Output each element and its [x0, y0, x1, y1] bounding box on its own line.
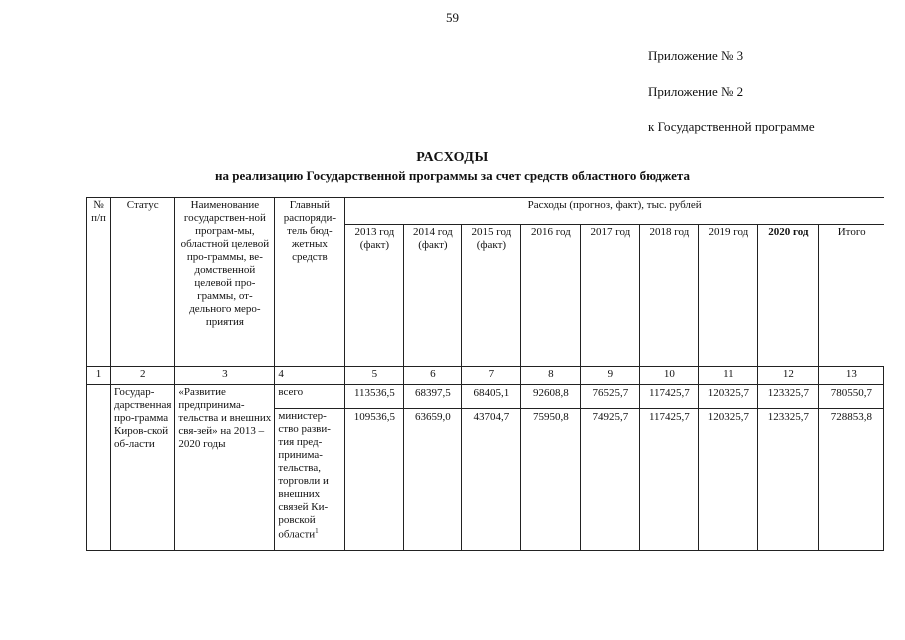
header-name: Наименование государствен-ной програм-мы, областной целевой про-граммы, ве-домственной целевой про-граммы, от-дельного меро-приятия	[175, 198, 275, 367]
program-name: «Развитие предпринима-тельства и внешних свя-зей» на 2013 – 2020 годы	[175, 385, 275, 551]
value-cell: 120325,7	[699, 385, 758, 409]
header-status: Статус	[111, 198, 175, 367]
header-total: Итого	[819, 225, 884, 367]
admin-ministry	[275, 409, 345, 551]
header-year-2018: 2018 год	[640, 225, 699, 367]
value-cell: 76525,7	[581, 385, 640, 409]
program-num	[87, 385, 111, 551]
value-cell: 75950,8	[521, 409, 581, 551]
value-cell: 123325,7	[758, 409, 819, 551]
header-year-2013: 2013 год (факт)	[345, 225, 404, 367]
column-number: 7	[462, 367, 521, 385]
header-year-2019: 2019 год	[699, 225, 758, 367]
column-number: 13	[819, 367, 884, 385]
value-cell: 113536,5	[345, 385, 404, 409]
header-year-2016: 2016 год	[521, 225, 581, 367]
column-numbers-row	[87, 367, 884, 385]
column-number: 2	[111, 367, 175, 385]
value-cell: 120325,7	[699, 409, 758, 551]
document-title: РАСХОДЫ	[416, 150, 489, 165]
appendix-line-3: к Государственной программе	[648, 119, 815, 134]
header-year-2017: 2017 год	[581, 225, 640, 367]
program-status: Государ-дарственная про-грамма Киров-ской об-ласти	[111, 385, 175, 551]
footnote-mark: 1	[315, 526, 319, 535]
value-cell: 68405,1	[462, 385, 521, 409]
column-number: 9	[581, 367, 640, 385]
expenses-table	[86, 197, 884, 551]
admin-ministry-text: министер-ство разви-тия пред-принима-тельства, торговли и внешних связей Ки-ровской области	[278, 410, 331, 541]
table-row	[87, 385, 884, 409]
column-number: 8	[521, 367, 581, 385]
header-num: № п/п	[87, 198, 111, 367]
appendix-line-1: Приложение № 3	[648, 48, 744, 63]
value-cell: 780550,7	[819, 385, 884, 409]
header-admin: Главный распоряди-тель бюд-жетных средств	[275, 198, 345, 367]
header-row-1	[87, 198, 884, 225]
value-cell: 117425,7	[640, 409, 699, 551]
value-cell: 109536,5	[345, 409, 404, 551]
value-cell: 74925,7	[581, 409, 640, 551]
appendix-line-2: Приложение № 2	[648, 84, 744, 99]
header-year-2020: 2020 год	[758, 225, 819, 367]
document-subtitle: на реализацию Государственной программы за счет средств областного бюджета	[215, 168, 690, 183]
value-cell: 92608,8	[521, 385, 581, 409]
header-year-2015: 2015 год (факт)	[462, 225, 521, 367]
value-cell: 68397,5	[404, 385, 462, 409]
header-year-2014: 2014 год (факт)	[404, 225, 462, 367]
column-number: 3	[175, 367, 275, 385]
column-number: 11	[699, 367, 758, 385]
column-number: 12	[758, 367, 819, 385]
value-cell: 728853,8	[819, 409, 884, 551]
column-number: 1	[87, 367, 111, 385]
value-cell: 43704,7	[462, 409, 521, 551]
column-number: 4	[275, 367, 345, 385]
value-cell: 123325,7	[758, 385, 819, 409]
column-number: 10	[640, 367, 699, 385]
header-expenses-group: Расходы (прогноз, факт), тыс. рублей	[345, 198, 884, 225]
page-number: 59	[446, 10, 459, 25]
column-number: 6	[404, 367, 462, 385]
value-cell: 117425,7	[640, 385, 699, 409]
column-number: 5	[345, 367, 404, 385]
admin-total: всего	[275, 385, 345, 409]
value-cell: 63659,0	[404, 409, 462, 551]
